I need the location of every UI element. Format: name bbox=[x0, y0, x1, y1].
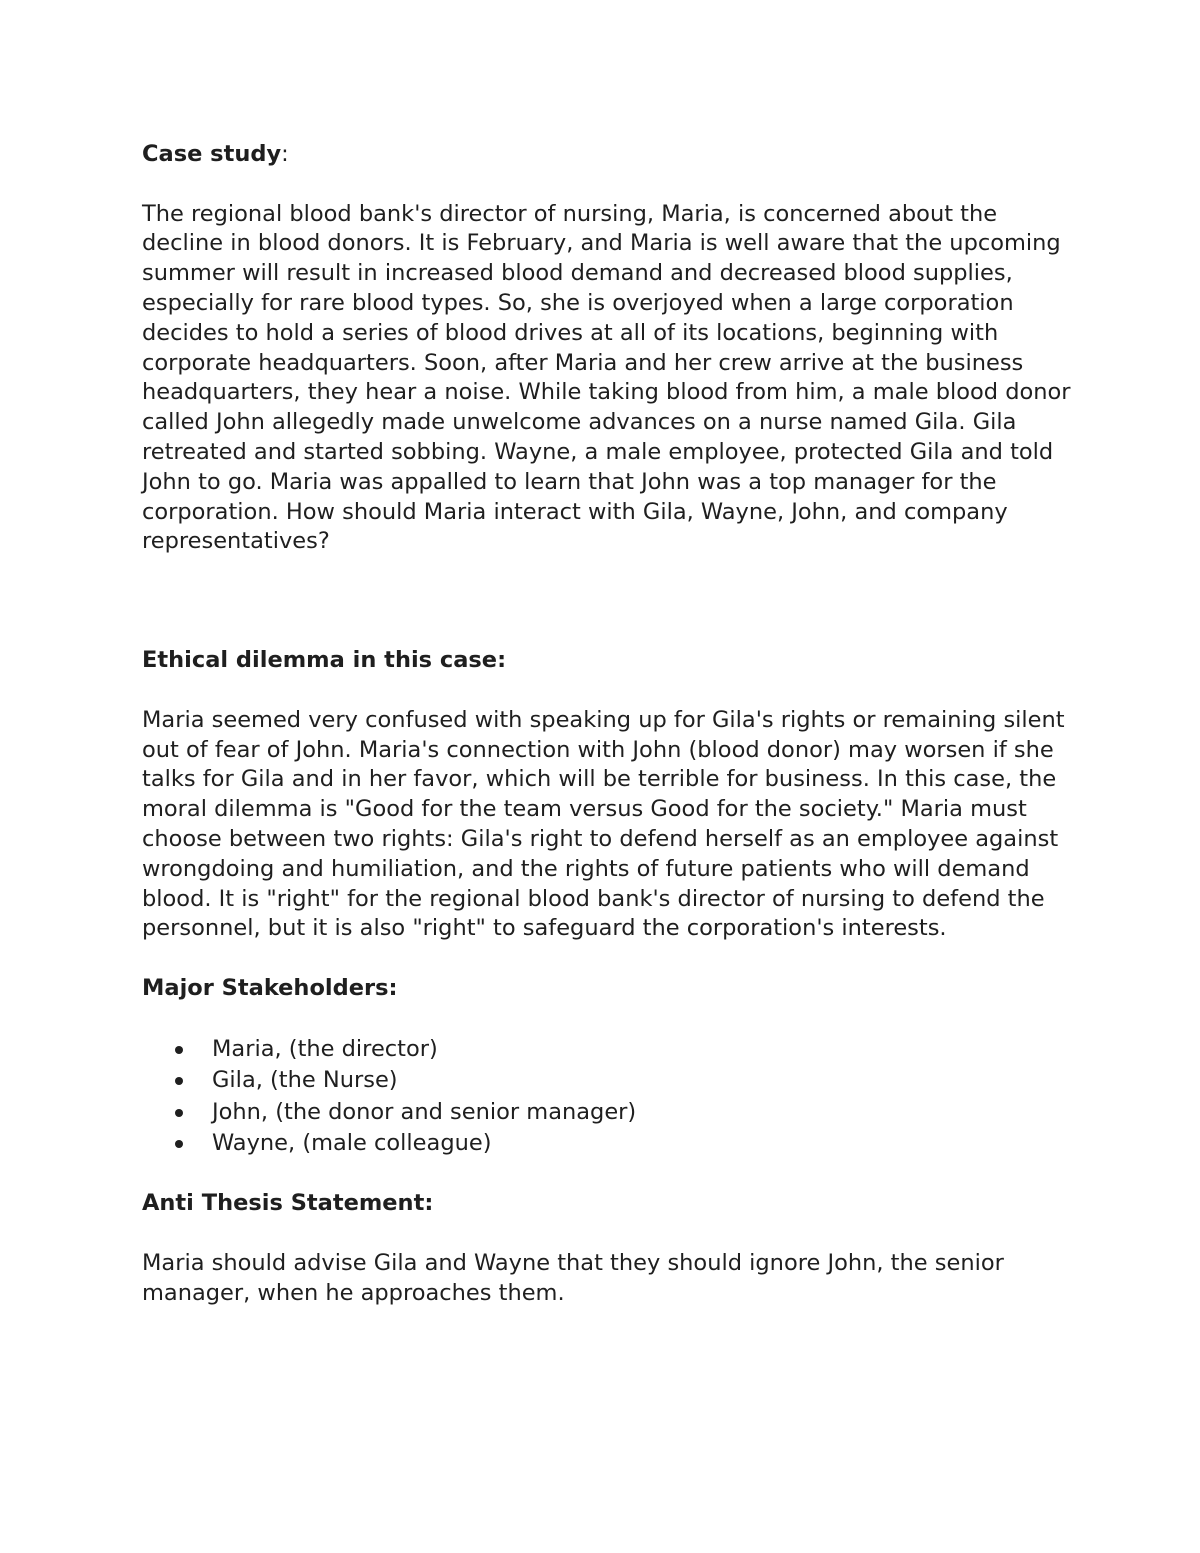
list-item-text: John, (the donor and senior manager) bbox=[212, 1098, 637, 1125]
ethical-dilemma-paragraph: Maria seemed very confused with speaking up for Gila's rights or remaining silent out of fear of John. Maria's connection with John (blood donor) may worsen if she talks for Gila and in her favor, which will be terrible for business. In this case, the moral dilemma is "Good for the team versus Good for the society." Maria must choose between two rights: Gila's right to defend herself as an employee against wrongdoing and humiliation, and the rights of future patients who will demand blood. It is "right" for the regional blood bank's director of nursing to defend the personnel, but it is also "right" to safeguard the corporation's interests. bbox=[142, 706, 1065, 942]
list-item bbox=[142, 1065, 1072, 1097]
case-study-heading bbox=[142, 140, 1072, 170]
document-page bbox=[142, 140, 1072, 1309]
spacer bbox=[142, 1160, 1072, 1190]
bullet-icon bbox=[175, 1109, 183, 1117]
spacer bbox=[142, 944, 1072, 974]
spacer bbox=[142, 557, 1072, 646]
spacer bbox=[142, 170, 1072, 200]
ethical-dilemma-heading: Ethical dilemma in this case: bbox=[142, 647, 507, 674]
spacer bbox=[142, 1004, 1072, 1034]
anti-thesis-heading: Anti Thesis Statement: bbox=[142, 1190, 434, 1217]
list-item bbox=[142, 1034, 1072, 1066]
bullet-icon bbox=[175, 1140, 183, 1148]
case-study-heading-text: Case study bbox=[142, 141, 282, 167]
stakeholders-list bbox=[142, 1034, 1072, 1160]
spacer bbox=[142, 1219, 1072, 1249]
bullet-icon bbox=[175, 1077, 183, 1085]
bullet-icon bbox=[175, 1046, 183, 1054]
list-item-text: Gila, (the Nurse) bbox=[212, 1067, 398, 1094]
case-study-heading-colon: : bbox=[281, 141, 289, 167]
list-item-text: Maria, (the director) bbox=[212, 1035, 438, 1062]
anti-thesis-paragraph: Maria should advise Gila and Wayne that they should ignore John, the senior manager, when he approaches them. bbox=[142, 1249, 1004, 1306]
spacer bbox=[142, 676, 1072, 706]
list-item-text: Wayne, (male colleague) bbox=[212, 1130, 492, 1157]
list-item bbox=[142, 1097, 1072, 1129]
case-study-paragraph: The regional blood bank's director of nursing, Maria, is concerned about the decline in blood donors. It is February, and Maria is well aware that the upcoming summer will result in increased blood demand and decreased blood supplies, especially for rare blood types. So, she is overjoyed when a large corporation decides to hold a series of blood drives at all of its locations, beginning with corporate headquarters. Soon, after Maria and her crew arrive at the business headquarters, they hear a noise. While taking blood from him, a male blood donor called John allegedly made unwelcome advances on a nurse named Gila. Gila retreated and started sobbing. Wayne, a male employee, protected Gila and told John to go. Maria was appalled to learn that John was a top manager for the corporation. How should Maria interact with Gila, Wayne, John, and company representatives? bbox=[142, 200, 1071, 555]
list-item bbox=[142, 1128, 1072, 1160]
stakeholders-heading: Major Stakeholders: bbox=[142, 974, 398, 1001]
